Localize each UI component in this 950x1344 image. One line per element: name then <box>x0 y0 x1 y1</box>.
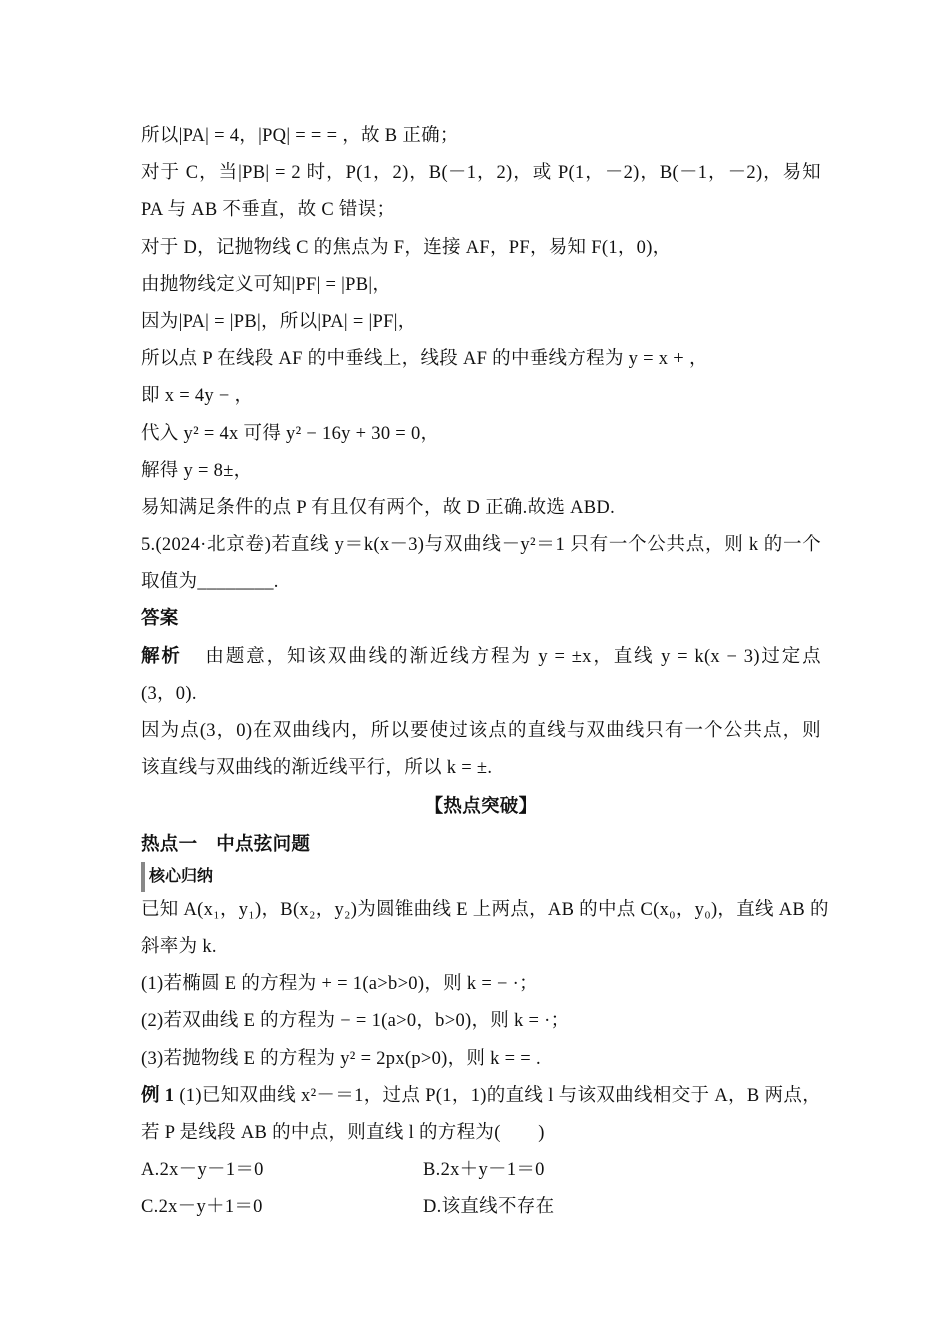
choice-b: B.2x＋y－1＝0 <box>423 1160 545 1181</box>
analysis-text: (3，0). <box>141 683 197 704</box>
text-line: 所以点 P 在线段 AF 的中垂线上，线段 AF 的中垂线方程为 y = x + ， <box>141 349 708 370</box>
core-text: 已知 A(x₁，y₁)，B(x₂，y₂)为圆锥曲线 E 上两点，AB 的中点 C(x₀，y₀)，直线 AB 的 <box>141 899 829 920</box>
question-text: 5.(2024·北京卷)若直线 y＝k(x－3)与双曲线－y²＝1 只有一个公共点，则 k 的一个 <box>141 535 821 556</box>
document-page <box>141 118 829 1226</box>
core-text: 斜率为 k. <box>141 936 217 957</box>
core-summary-label: 核心归纳 <box>141 862 821 892</box>
core-text: (1)若椭圆 E 的方程为 + = 1(a>b>0)，则 k = − ·； <box>141 974 538 995</box>
text-line: 解得 y = 8±， <box>141 460 253 481</box>
core-text: (3)若抛物线 E 的方程为 y² = 2px(p>0)，则 k = = . <box>141 1048 541 1069</box>
analysis-text: 因为点(3，0)在双曲线内，所以要使过该点的直线与双曲线只有一个公共点，则 <box>141 721 821 741</box>
text-line: 即 x = 4y − ， <box>141 386 254 407</box>
example-text: (1)已知双曲线 x²－＝1，过点 P(1，1)的直线 l 与该双曲线相交于 A，B 两点， <box>179 1085 821 1106</box>
text-line: 因为|PA| = |PB|，所以|PA| = |PF|， <box>141 311 417 332</box>
text-line: 所以|PA| = 4，|PQ| = = = ，故 B 正确； <box>141 126 459 146</box>
analysis-text: 由题意，知该双曲线的渐近线方程为 y = ±x，直线 y = k(x − 3)过定点 <box>203 646 821 667</box>
choice-row <box>141 1152 821 1189</box>
core-text: (2)若双曲线 E 的方程为 − = 1(a>0，b>0)，则 k = ·； <box>141 1011 570 1032</box>
section-title: 【热点突破】 <box>424 795 538 817</box>
analysis-text: 该直线与双曲线的渐近线平行，所以 k = ±. <box>141 758 493 779</box>
text-line: 对于 D，记抛物线 C 的焦点为 F，连接 AF，PF，易知 F(1，0)， <box>141 237 672 258</box>
choice-row <box>141 1189 821 1226</box>
choice-c: C.2x－y＋1＝0 <box>141 1197 263 1218</box>
choice-a: A.2x－y－1＝0 <box>141 1160 264 1181</box>
analysis-line <box>141 639 821 676</box>
example-line <box>141 1078 821 1115</box>
hot-topic-title: 热点一 中点弦问题 <box>141 832 311 854</box>
question-text: 取值为________. <box>141 572 279 593</box>
text-line: 易知满足条件的点 P 有且仅有两个，故 D 正确.故选 ABD. <box>141 497 615 518</box>
analysis-label: 解析 <box>141 646 182 667</box>
example-label: 例 1 <box>141 1085 175 1106</box>
text-line: 代入 y² = 4x 可得 y² − 16y + 30 = 0， <box>141 423 440 444</box>
choice-d: D.该直线不存在 <box>423 1197 555 1218</box>
example-text: 若 P 是线段 AB 的中点，则直线 l 的方程为( ) <box>141 1122 545 1143</box>
text-line: PA 与 AB 不垂直，故 C 错误； <box>141 200 396 221</box>
text-line: 对于 C，当|PB| = 2 时，P(1，2)，B(－1，2)，或 P(1，－2)，B(－1，－2)，易知 <box>141 163 821 184</box>
text-line: 由抛物线定义可知|PF| = |PB|， <box>141 274 392 295</box>
answer-label: 答案 <box>141 609 179 630</box>
